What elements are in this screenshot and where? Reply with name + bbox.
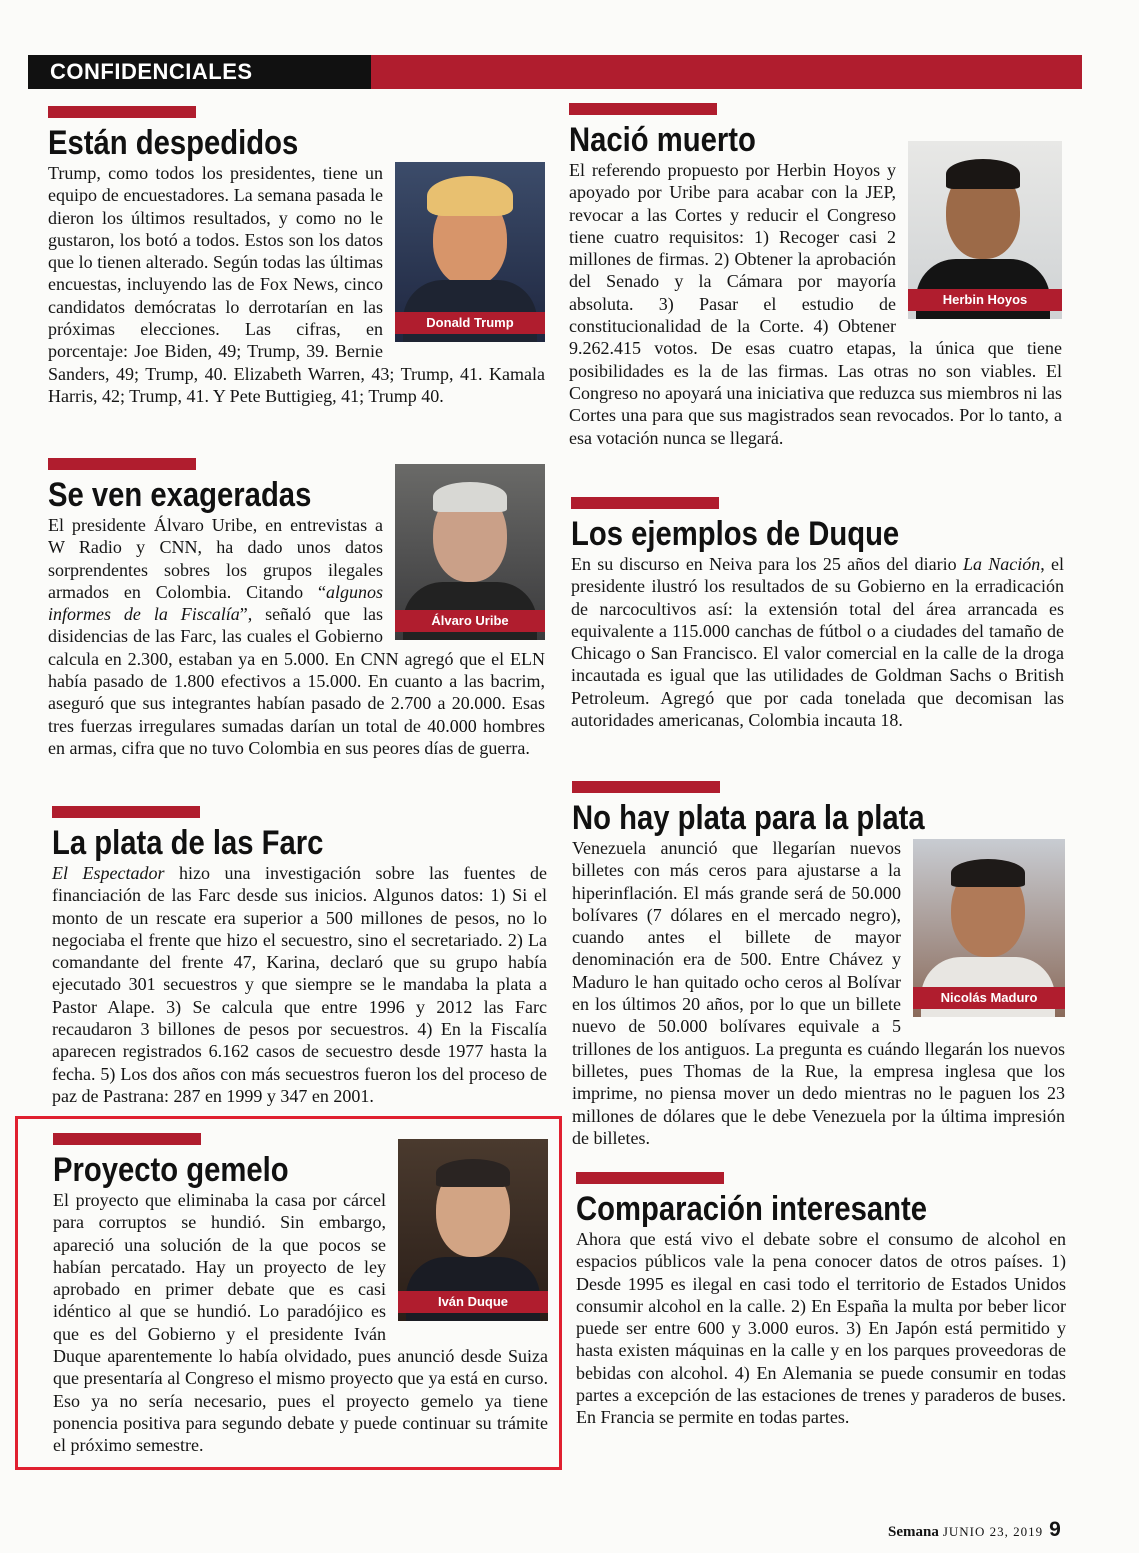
page-number: 9 bbox=[1049, 1518, 1061, 1541]
article-la-plata-de-las-farc bbox=[52, 806, 547, 1107]
article-text-italic: La Nación bbox=[962, 554, 1041, 574]
magazine-name: Semana bbox=[888, 1524, 939, 1540]
article-accent-bar bbox=[53, 1133, 201, 1145]
article-body bbox=[576, 1228, 1066, 1429]
article-accent-bar bbox=[569, 103, 717, 115]
photo-donald-trump bbox=[395, 162, 545, 342]
article-body bbox=[569, 159, 1062, 449]
article-text: Trump, como todos los presidentes, tiene un equipo de encuestadores. La semana pasada le dieron los últimos resultados, y como no le gustaron, los botó a todos. Estos son los datos que lo tienen alterado. Según todas las últimas encuestas, incluyendo las de Fox News, cinco candidatos demócratas lo derrotarían en las próximas elecciones. Las cifras, en porcentaje: Joe Biden, 49; Trump, 39. Bernie Sanders, 49; Trump, 40. Elizabeth Warren, 43; Trump, 41. Kamala Harris, 42; Trump, 41. Y Pete Buttigieg, 41; Trump 40. bbox=[48, 163, 545, 406]
photo-nicolas-maduro bbox=[913, 839, 1065, 1017]
page-footer bbox=[888, 1518, 1061, 1542]
photo-ivan-duque bbox=[398, 1139, 548, 1321]
article-accent-bar bbox=[576, 1172, 724, 1184]
issue-date: JUNIO 23, 2019 bbox=[942, 1524, 1044, 1539]
article-body bbox=[48, 514, 545, 759]
section-title: CONFIDENCIALES bbox=[50, 59, 253, 84]
article-text: El proyecto que eliminaba la casa por cárcel para corruptos se hundió. Sin embargo, apareció una solución de la que pocos se habían percatado. Hay un proyecto de ley aprobado en primer debate que es casi idéntico al que se hundió. Lo paradójico es que es del Gobierno y el presidente Iván Duque aparentemente lo había olvidado, pues anunció desde Suiza que presentaría al Congreso el mismo proyecto que ya está en curso. Eso ya no sería necesario, pues el proyecto gemelo ya tiene ponencia positiva para segundo debate y puede continuar su trámite el próximo semestre. bbox=[53, 1190, 548, 1456]
photo-caption: Herbin Hoyos bbox=[908, 289, 1062, 311]
article-text: El referendo propuesto por Herbin Hoyos y apoyado por Uribe para acabar con la JEP, revocar a las Cortes y reducir el Congreso tiene cuatro requisitos: 1) Recoger casi 2 millones de firmas. 2) Obtener la aprobación del Senado y la Cámara por mayoría absoluta. 3) Pasar el estudio de constitucionalidad de la Corte. 4) Obtener 9.262.415 votos. De esas cuatro etapas, la única que tiene posibilidades es la de las firmas. Las otras no son viables. El Congreso no apoyará una iniciativa que reduzca sus miembros ni las Cortes una para que sus magistrados sean revocados. Por lo tanto, a esa votación nunca se llegará. bbox=[569, 160, 1062, 448]
article-title: Están despedidos bbox=[48, 124, 299, 162]
photo-herbin-hoyos bbox=[908, 141, 1062, 319]
article-title: Comparación interesante bbox=[576, 1190, 927, 1228]
article-text: Venezuela anunció que llegarían nuevos billetes con más ceros para ajustarse a la hiperinflación. El más grande será de 50.000 bolívares (7 dólares en el mercado negro), cuando antes el billete de mayor denominación era de 500. Entre Chávez y Maduro le han quitado ocho ceros al Bolívar en los últimos 20 años, por lo que un billete nuevo de 50.000 bolívares equivale a 5 trillones de los antiguos. La pregunta es cuándo llegarán los nuevos billetes, pues Thomas de la Rue, la empresa inglesa que los imprime, no piensa mover un dedo mientras no le paguen los 23 millones de dólares que le debe Venezuela por la última impresión de billetes. bbox=[572, 838, 1065, 1148]
article-text-2: , el presidente ilustró los resultados de su Gobierno en la erradicación de narcocultivos así: la extensión total del área arrancada es equivalente a 115.000 canchas de fútbol o a ciudades del tamaño de Chicago o San Francisco. El valor comercial en la calle de la droga incautada es igual que las utilidades de Goldman Sachs o British Petroleum. Agregó que por cada tonelada que decomisan las autoridades americanas, Colombia incauta 18. bbox=[571, 554, 1064, 731]
article-title: No hay plata para la plata bbox=[572, 799, 925, 837]
article-text: Ahora que está vivo el debate sobre el consumo de alcohol en espacios públicos vale la pena conocer datos de otros países. 1) Desde 1995 es ilegal en casi todo el territorio de Estados Unidos consumir alcohol en la calle. 2) En España la multa por beber licor puede ser entre 600 y 3.000 euros. 3) En Japón está permitido y hasta existen máquinas en la calle y en los parques proveedoras de bebidas con alcohol. 4) En Alemania se puede consumir en todas partes a excepción de las estaciones de trenes y paraderos de buses. En Francia se permite en todas partes. bbox=[576, 1229, 1066, 1428]
article-nacio-muerto bbox=[569, 103, 1062, 449]
article-se-ven-exageradas bbox=[48, 458, 545, 759]
article-text-1: En su discurso en Neiva para los 25 años del diario bbox=[571, 554, 963, 574]
section-header bbox=[28, 55, 1082, 89]
article-accent-bar bbox=[48, 458, 196, 470]
photo-caption: Nicolás Maduro bbox=[913, 987, 1065, 1009]
photo-caption: Iván Duque bbox=[398, 1291, 548, 1313]
article-body bbox=[572, 837, 1065, 1149]
article-accent-bar bbox=[52, 806, 200, 818]
article-title: Proyecto gemelo bbox=[53, 1151, 289, 1189]
article-title: Nació muerto bbox=[569, 121, 756, 159]
article-text-italic: El Espectador bbox=[52, 863, 165, 883]
article-no-hay-plata bbox=[572, 781, 1065, 1149]
article-title: Los ejemplos de Duque bbox=[571, 515, 900, 553]
article-body bbox=[48, 162, 545, 407]
article-text: hizo una investigación sobre las fuentes de financiación de las Farc desde sus inicios. Algunos datos: 1) Si el monto de un rescate era superior a 500 millones de pesos, no lo negociaba el frente que hizo el secuestro, sino el secretariado. 2) La comandante del frente 47, Karina, declaró que su grupo había ejecutado 301 secuestros y que siempre se le mandaba la plata a Pastor Alape. 3) Se calcula que entre 1996 y 2012 las Farc recaudaron 3 billones de pesos por secuestros. 4) En la Fiscalía aparecen registrados 6.162 casos de secuestro desde 1977 hasta la fecha. 5) Los dos años con más secuestros fueron los del proceso de paz de Pastrana: 287 en 1999 y 347 en 2001. bbox=[52, 863, 547, 1106]
article-title: La plata de las Farc bbox=[52, 824, 324, 862]
article-los-ejemplos-de-duque bbox=[571, 497, 1064, 731]
photo-alvaro-uribe bbox=[395, 464, 545, 640]
article-proyecto-gemelo bbox=[53, 1133, 548, 1457]
article-accent-bar bbox=[571, 497, 719, 509]
article-title: Se ven exageradas bbox=[48, 476, 312, 514]
article-accent-bar bbox=[48, 106, 196, 118]
article-text-1: El presidente Álvaro Uribe, en entrevistas a W Radio y CNN, ha dado unos datos sorprendentes sobres los grupos ilegales armados en Colombia. Citando “ bbox=[48, 515, 383, 602]
photo-caption: Donald Trump bbox=[395, 312, 545, 334]
photo-caption: Álvaro Uribe bbox=[395, 610, 545, 632]
article-estan-despedidos bbox=[48, 106, 545, 407]
article-text-2: ”, señaló que las disidencias de las Farc, las cuales el Gobierno calcula en 2.300, estaban ya en 5.000. En CNN agregó que el ELN había pasado de 1.800 efectivos a 15.000. En cuanto a las bacrim, aseguró que sus integrantes habían pasado de 2.700 a 20.000. Esas tres fuerzas irregulares sumadas darían un total de 40.000 hombres en armas, cifra que no tuvo Colombia en sus peores días de guerra. bbox=[48, 604, 545, 758]
article-body bbox=[52, 862, 547, 1107]
article-body bbox=[571, 553, 1064, 731]
article-comparacion-interesante bbox=[576, 1172, 1066, 1429]
article-accent-bar bbox=[572, 781, 720, 793]
article-text-italic: algunos informes de la Fiscalía bbox=[48, 581, 383, 625]
article-body bbox=[53, 1189, 548, 1457]
section-header-label-bg bbox=[28, 55, 371, 89]
